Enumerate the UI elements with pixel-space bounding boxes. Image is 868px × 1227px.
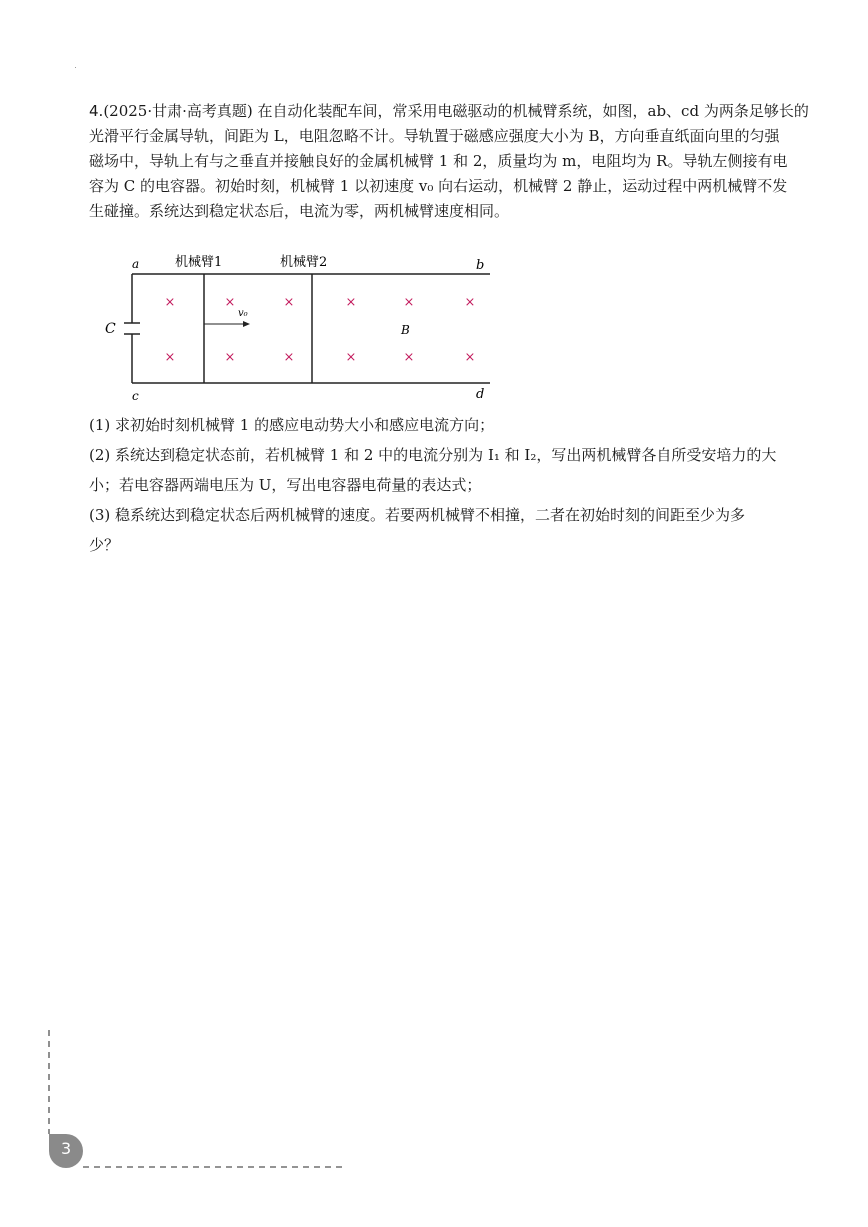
field-cross: ×: [403, 295, 415, 310]
problem-4: [89, 99, 809, 224]
label-v0: v₀: [238, 308, 248, 319]
stem-line-5: 生碰撞。系统达到稳定状态后，电流为零，两机械臂速度相同。: [89, 202, 510, 220]
problem-number: 4.: [89, 102, 104, 120]
question-1: (1) 求初始时刻机械臂 1 的感应电动势大小和感应电流方向；: [89, 416, 495, 434]
label-arm-2: 机械臂2: [280, 255, 328, 270]
question-2-line-2: 小；若电容器两端电压为 U，写出电容器电荷量的表达式；: [89, 476, 482, 494]
label-arm-1: 机械臂1: [175, 255, 223, 270]
stem-line-4: 容为 C 的电容器。初始时刻，机械臂 1 以初速度 v₀ 向右运动，机械臂 2 静止，运动过程中两机械臂不发: [89, 177, 788, 195]
label-d: d: [476, 387, 485, 402]
scan-dot: [75, 67, 76, 68]
page-corner-frame: [47, 1030, 357, 1180]
stem-text-1: 在自动化装配车间，常采用电磁驱动的机械臂系统，如图，ab、cd 为两条足够长的: [252, 102, 809, 120]
question-3-line-2: 少？: [89, 536, 120, 554]
stem-line-3: 磁场中，导轨上有与之垂直并接触良好的金属机械臂 1 和 2，质量均为 m，电阻均为 R。导轨左侧接有电: [89, 152, 788, 170]
page-number: 3: [49, 1134, 83, 1168]
field-cross: ×: [403, 350, 415, 365]
field-cross: ×: [464, 295, 476, 310]
velocity-arrowhead: [243, 321, 250, 327]
question-3-line-1: (3) 稳系统达到稳定状态后两机械臂的速度。若要两机械臂不相撞，二者在初始时刻的间距至少为多: [89, 506, 746, 524]
field-cross: ×: [283, 295, 295, 310]
label-capacitor: C: [105, 321, 116, 337]
problem-source: (2025·甘肃·高考真题): [103, 102, 253, 120]
field-cross: ×: [224, 350, 236, 365]
question-2-line-1: (2) 系统达到稳定状态前，若机械臂 1 和 2 中的电流分别为 I₁ 和 I₂，写出两机械臂各自所受安培力的大: [89, 446, 777, 464]
problem-stem: [89, 99, 809, 224]
field-cross: ×: [224, 295, 236, 310]
field-cross: ×: [345, 295, 357, 310]
rail-diagram-svg: [95, 252, 505, 402]
label-c: c: [132, 389, 139, 402]
field-cross: ×: [164, 295, 176, 310]
rail-diagram: [95, 252, 505, 402]
stem-line-1: [89, 99, 809, 124]
sub-questions: [89, 410, 809, 560]
field-cross: ×: [164, 350, 176, 365]
label-b: b: [476, 258, 485, 273]
label-field: B: [401, 323, 410, 337]
stem-line-2: 光滑平行金属导轨，间距为 L，电阻忽略不计。导轨置于磁感应强度大小为 B，方向垂直纸面向里的匀强: [89, 127, 780, 145]
field-cross: ×: [464, 350, 476, 365]
field-cross: ×: [345, 350, 357, 365]
label-a: a: [132, 257, 140, 271]
field-cross: ×: [283, 350, 295, 365]
